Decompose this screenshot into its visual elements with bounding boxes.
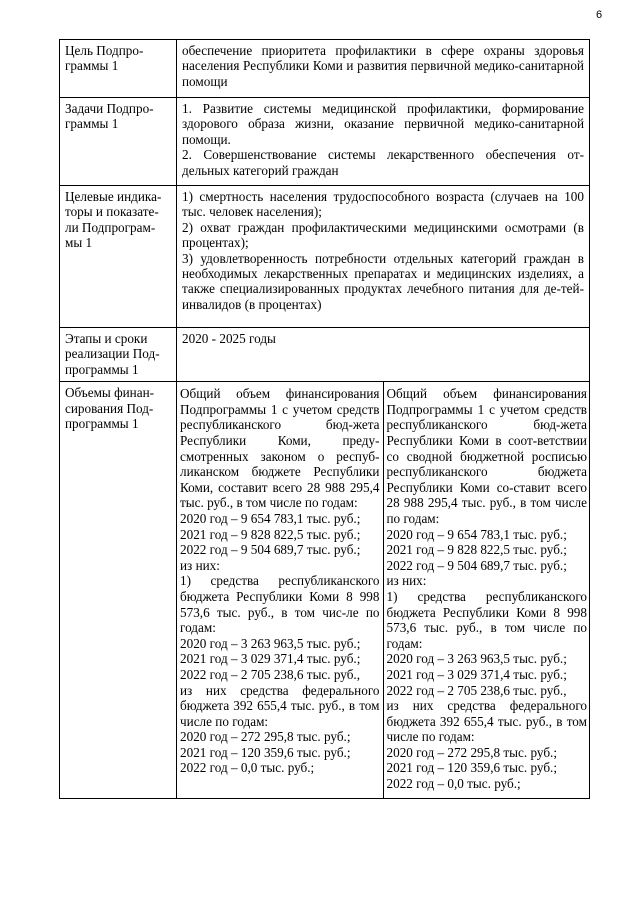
finance-year-total: 2022 год – 9 504 689,7 тыс. руб.;: [180, 542, 361, 558]
finance-year-total: 2021 год – 9 828 822,5 тыс. руб.;: [180, 526, 361, 542]
finance-year-federal: 2022 год – 0,0 тыс. руб.;: [180, 760, 315, 776]
table-row-indicators: [60, 186, 590, 328]
finance-content: [177, 382, 590, 798]
finance-of-them: из них:: [180, 557, 220, 573]
finance-federal-intro: из них средства федерального бюджета 392 655,4 тыс. руб., в том числе по годам:: [180, 682, 380, 729]
finance-label: Объемы финан-сирования Под-программы 1: [60, 382, 177, 798]
finance-year-republic: 2022 год – 2 705 238,6 тыс. руб.,: [386, 682, 567, 698]
task-item: 1. Развитие системы медицинской профилактики, формирование здорового образа жизни, оказание первичной медико-санитарной помощи.: [182, 101, 584, 147]
finance-year-federal: 2021 год – 120 359,6 тыс. руб.;: [386, 760, 557, 776]
finance-year-total: 2020 год – 9 654 783,1 тыс. руб.;: [180, 510, 361, 526]
goal-label: Цель Подпро-граммы 1: [60, 40, 177, 98]
finance-year-federal: 2020 год – 272 295,8 тыс. руб.;: [180, 729, 351, 745]
finance-year-total: 2022 год – 9 504 689,7 тыс. руб.;: [386, 557, 567, 573]
finance-year-republic: 2020 год – 3 263 963,5 тыс. руб.;: [386, 651, 567, 667]
finance-intro: Общий объем финансирования Подпрограммы 1 с учетом средств республиканского бюд-жета Республики Коми в соот-ветствии со сводной бюджетной росписью республиканского бюджета Республики Коми со-ставит всего 28 988 295,4 тыс. руб., в том числе по годам:: [386, 386, 587, 526]
tasks-content: [177, 98, 590, 186]
finance-column-budget-list: [383, 382, 590, 797]
finance-year-republic: 2021 год – 3 029 371,4 тыс. руб.;: [180, 651, 361, 667]
tasks-label: Задачи Подпро-граммы 1: [60, 98, 177, 186]
finance-of-them: из них:: [386, 573, 427, 589]
table-row-finance: [60, 382, 590, 798]
indicator-item: 3) удовлетворенность потребности отдельных категорий граждан в необходимых лекарственных препаратах и медицинских изделиях, а также специализированных продуктах лечебного питания для де-тей-инвалидов (в процентах): [182, 250, 584, 312]
finance-year-total: 2021 год – 9 828 822,5 тыс. руб.;: [386, 542, 567, 558]
finance-year-republic: 2020 год – 3 263 963,5 тыс. руб.;: [180, 635, 361, 651]
finance-year-republic: 2022 год – 2 705 238,6 тыс. руб.,: [180, 666, 361, 682]
finance-column-law: [177, 382, 383, 797]
stages-text: 2020 - 2025 годы: [177, 328, 590, 382]
goal-text: обеспечение приоритета профилактики в сфере охраны здоровья населения Республики Коми и развития первичной медико-санитарной помощи: [177, 40, 590, 98]
finance-columns: [177, 382, 590, 797]
finance-republic-intro: 1) средства республиканского бюджета Республики Коми 8 998 573,6 тыс. руб., в том чис-ле по годам:: [180, 573, 380, 636]
finance-year-federal: 2022 год – 0,0 тыс. руб.;: [386, 776, 521, 792]
page-number: 6: [596, 9, 603, 21]
finance-year-federal: 2021 год – 120 359,6 тыс. руб.;: [180, 744, 351, 760]
stages-label: Этапы и сроки реализации Под-программы 1: [60, 328, 177, 382]
table-row-stages: [60, 328, 590, 382]
finance-year-republic: 2021 год – 3 029 371,4 тыс. руб.;: [386, 666, 567, 682]
finance-republic-intro: 1) средства республиканского бюджета Республики Коми 8 998 573,6 тыс. руб., в том числе по годам:: [386, 588, 587, 651]
indicator-item: 1) смертность населения трудоспособного возраста (случаев на 100 тыс. человек населения);: [182, 189, 584, 220]
finance-federal-intro: из них средства федерального бюджета 392 655,4 тыс. руб., в том числе по годам:: [386, 698, 587, 745]
table-row-tasks: [60, 98, 590, 186]
indicator-item: 2) охват граждан профилактическими медицинскими осмотрами (в процентах);: [182, 219, 584, 251]
indicators-label: Целевые индика-торы и показате-ли Подпрограм-мы 1: [60, 186, 177, 328]
task-item: 2. Совершенствование системы лекарственного обеспечения от-дельных категорий граждан: [182, 147, 584, 178]
finance-year-total: 2020 год – 9 654 783,1 тыс. руб.;: [386, 526, 567, 542]
finance-intro: Общий объем финансирования Подпрограммы 1 с учетом средств республиканского бюд-жета Республики Коми, преду-смотренных законом о респуб-ликанском бюджете Республики Коми, составит всего 28 988 295,4 тыс. руб., в том числе по годам:: [180, 386, 380, 511]
subprogram-passport-table: [59, 39, 590, 799]
table-row-goal: [60, 40, 590, 98]
indicators-content: [177, 186, 590, 328]
finance-year-federal: 2020 год – 272 295,8 тыс. руб.;: [386, 744, 557, 760]
